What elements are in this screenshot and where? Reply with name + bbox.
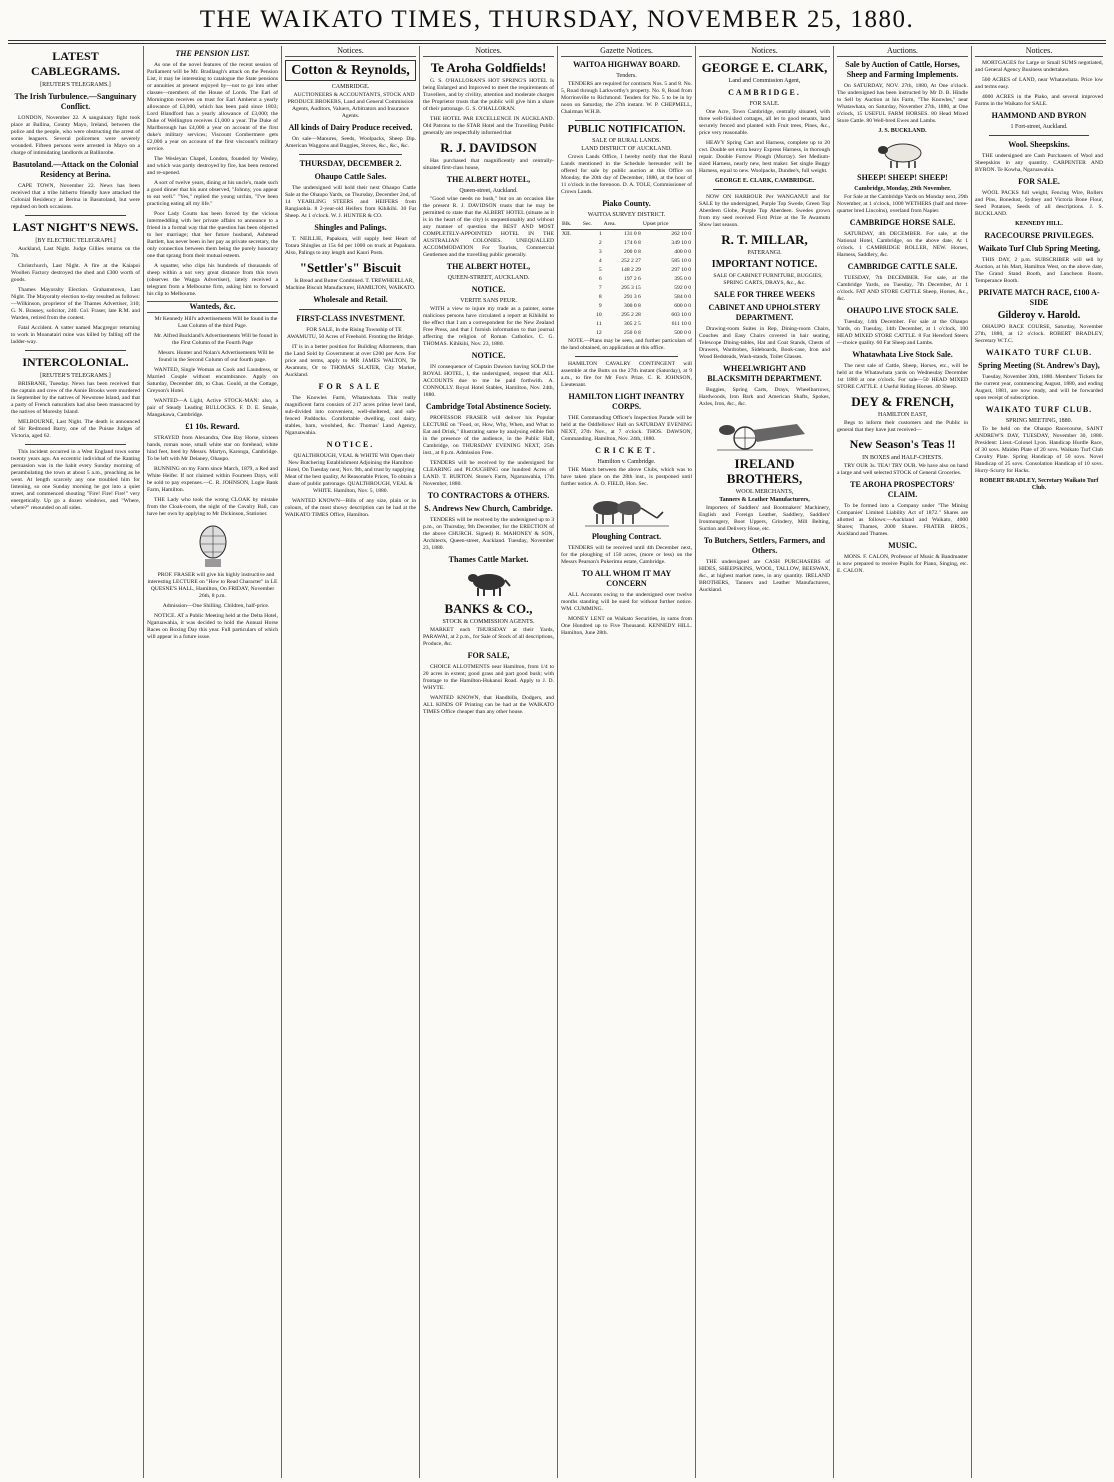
- subhead: Land and Commission Agent,: [728, 78, 801, 84]
- heading-banks-co: BANKS & CO.,: [444, 601, 533, 616]
- notice-text: MORTGAGES for Large or Small SUMS negotiated, and General Agency Business undertaken.: [975, 60, 1103, 73]
- notice-text: Tuesday, 14th December. For sale at the Ohaupo Yards, on Tuesday, 14th December, at 1 o'clock, 100 HEAD MIXED STORE CATTLE. 8 Fat Hereford Steers—choice quality. 60 Fat Sheep and Lambs.: [837, 319, 968, 346]
- subhead: Tenders.: [616, 73, 637, 79]
- table-cell: [561, 302, 582, 311]
- column-header: Auctions.: [837, 46, 968, 57]
- subhead: VERITE SANS PEUR.: [460, 298, 517, 304]
- separator: [25, 444, 126, 445]
- notice-text: THE undersigned are CASH PURCHASERS of HIDES, SHEEPSKINS, WOOL, TALLOW, BEESWAX, &c., at highest market rates, in any quantity. IRELAND BROTHERS, Tanners and Leather Manufacturers, Auckland.: [699, 559, 830, 593]
- table-cell: 3: [598, 249, 602, 255]
- table-cell: [561, 293, 582, 302]
- subhead: HAMILTON EAST,: [878, 412, 927, 418]
- table-cell: 200 0 8: [624, 249, 641, 255]
- notice-text: MONS. F. CALON, Professor of Music & Bandmaster is now prepared to receive Pupils for Piano, Singing, etc. E. CALON.: [837, 554, 968, 574]
- notice-heading: WAIKATO TURF CLUB.: [985, 405, 1093, 414]
- separator: [575, 356, 678, 357]
- notice-heading: FOR SALE,: [467, 651, 510, 660]
- heading-latest-cablegrams: LATEST CABLEGRAMS.: [30, 49, 120, 78]
- notice-text: SATURDAY, 4th DECEMBER. For sale, at the National Hotel, Cambridge, on the above date, At 1 o'clock. 1 CAMBRIDGE ROLLER, NEW. Horses, Harness, Saddlery, &c.: [837, 231, 968, 258]
- heading-settlers-biscuit: "Settler's" Biscuit: [299, 260, 402, 275]
- article-text: MELBOURNE, Last Night. The death is announced of Sir Redmond Barry, one of the Puisne Judges of Victoria, aged 62.: [11, 419, 140, 439]
- table-cell: 250 0 8: [624, 330, 641, 336]
- notice-heading: SHEEP! SHEEP! SHEEP!: [857, 173, 948, 182]
- heading-ireland-brothers: IRELAND BROTHERS,: [726, 456, 803, 486]
- table-cell: [561, 239, 582, 248]
- notice-text: Tuesday, November 30th, 1880. Members' Tickets for the current year, commencing August, 1880, and ending August, 1881, are now ready, and will be forwarded upon receipt of subscription.: [975, 374, 1103, 401]
- notice-text: Importers of Saddlers' and Bootmakers' Machinery, English and Foreign Leather, Saddlery, Saddlers' Ironmongery, Boot Uppers, Grindery, Mill Belting, Suction and Delivery Hose, etc.: [699, 505, 830, 532]
- notice-text: OHAUPO RACE COURSE, Saturday, November 27th, 1880, at 12 o'clock. ROBERT BRADLEY, Secretary W.T.C.: [975, 324, 1103, 344]
- notice-text: RUNNING on my Farm since March, 1879, a Red and White Heifer. If not claimed within Fourteen Days, will be sold to pay expenses.—C. R. JOHNSON, Logie Bank Farm, Hamilton.: [147, 466, 278, 493]
- subhead: Tanners & Leather Manufacturers,: [719, 497, 810, 503]
- notice-text: 4000 ACRES in the Piako, and several improved Farms in the Waikato for SALE.: [975, 94, 1103, 107]
- notice-text: TENDERS will be received by the undersigned up to 3 p.m., on Thursday, 9th December, for the ERECTION of the above CHURCH. Signed) R. MAHONEY & SON, Architects, Queen-street, Auckland. Tuesday, November 23, 1880.: [423, 517, 554, 551]
- notice-heading: WAITOA HIGHWAY BOARD.: [572, 60, 681, 69]
- notice-text: The Knowles Farm, Whatawhata. This really magnificent farm consists of 217 acres prime level land, sub-divided into convenient, well-sheltered, and sub-fenced Paddocks. Comfortable dwelling, cool dairy, stables, barn, woolshed, &c. Thomas' Land Agency, Ngaruawahia.: [285, 395, 416, 436]
- column-header: Notices.: [423, 46, 554, 57]
- table-cell: [561, 275, 582, 284]
- table-cell: [561, 257, 582, 266]
- table-cell: 291 3 6: [624, 294, 641, 300]
- subhead: STOCK & COMMISSION AGENTS.: [442, 619, 535, 625]
- notice-text: NOTE.—Plans may be seen, and further particulars of the land obtained, on application at this office.: [561, 338, 692, 351]
- heading-davidson: R. J. DAVIDSON: [440, 140, 537, 155]
- column-header: Notices.: [975, 46, 1103, 57]
- heading-cotton-reynolds: Cotton & Reynolds,: [285, 60, 416, 81]
- article-text: LONDON, November 22. A sanguinary fight took place at Ballina, County Mayo, Ireland, between the police and the people, who were obstructing the arrest of some leaguers. Several policemen were severely wounded. Fifteen persons were arrested in Mayo on a charge of intimidating landlords at Ballinrobe.: [11, 115, 140, 156]
- subhead: 1 Fort-street, Auckland.: [1010, 124, 1068, 130]
- notice-text: ALL Accounts owing to the undersigned over twelve months standing will be sued for without further notice. WM. CUMMING.: [561, 592, 692, 612]
- table-row: [561, 239, 692, 248]
- table-cell: 349 10 0: [671, 240, 691, 246]
- notice-text: TUESDAY, 7th DECEMBER. For sale, at the Cambridge Yards, on Tuesday, 7th December, At 1 o'clock. FAT AND STORE CATTLE Sheep, Horses, &c., &c.: [837, 275, 968, 302]
- subhead: Cambridge, Monday, 29th November.: [854, 186, 951, 192]
- table-row: [561, 284, 692, 293]
- notice-heading: PRIVATE MATCH RACE, £100 A-SIDE: [978, 288, 1100, 307]
- notice-text: FOR SALE, In the Rising Township of TE AWAMUTU, 50 Acres of Freehold. Fronting the Bridge.: [287, 327, 414, 340]
- heading-public-notification: PUBLIC NOTIFICATION.: [567, 124, 686, 135]
- column-notices-1: [281, 46, 419, 1478]
- notice-text: CHOICE ALLOTMENTS near Hamilton, from 1/4 to 20 acres in extent; good grass and part good bush; with frontage to the Hamilton-Hukanui Road. Apply to J. D. WHYTE.: [423, 664, 554, 691]
- notice-heading: Piako County.: [602, 199, 651, 208]
- article-heading: Basutoland.—Attack on the Colonial Residency at Berina.: [12, 160, 139, 179]
- table-row: [561, 275, 692, 284]
- heading-intercolonial: INTERCOLONIAL.: [22, 355, 129, 369]
- table-cell: 252 2 27: [621, 258, 641, 264]
- subhead: WAITOA SURVEY DISTRICT.: [587, 212, 666, 218]
- notice-heading: THE ALBERT HOTEL,: [446, 262, 531, 271]
- notice-text: THE Commanding Officer's Inspection Parade will be held at the Oddfellows' Hall on SATURDAY EVENING NEXT, 27th Nov., at 7 o'clock. THOS. DAWSON, Commanding. Hamilton, Nov. 24th, 1880.: [561, 415, 692, 442]
- subhead: SPRING MEETING, 1880.: [1005, 418, 1073, 424]
- subhead: SALE OF RURAL LANDS.: [592, 138, 661, 144]
- notice-heading: All kinds of Dairy Produce received.: [288, 123, 413, 132]
- column-latest-cablegrams: [8, 46, 143, 1478]
- table-cell: 5: [598, 267, 602, 273]
- notice-text: HAMILTON CAVALRY CONTINGENT will assemble at the Butts on the 27th instant (Saturday), at 9 a.m., to fire for Mr Fox's Prize. C. R. JOHNSON, Lieutenant.: [561, 361, 692, 388]
- notice-text: THE HOTEL PAR EXCELLENCE IN AUCKLAND. Old Patrons to the STAR Hotel and the Travelling Public generally are respectfully informed that: [423, 116, 554, 136]
- table-cell: 8: [598, 294, 602, 300]
- table-cell: 7: [598, 285, 602, 291]
- subhead: [BY ELECTRIC TELEGRAPH.]: [35, 238, 116, 244]
- table-header-cell: Blk.: [561, 220, 582, 230]
- notice-heading: NOTICE.: [326, 440, 375, 449]
- column-header: Notices.: [285, 46, 416, 57]
- notice-text: Has purchased that magnificently and centrally-situated first-class house,: [423, 158, 554, 171]
- notice-text: TENDERS will be received until 4th December next, for the ploughing of 150 acres, (more or less) on the Messrs Pearson's Pukerimu estate, Cambridge.: [561, 545, 692, 565]
- masthead: THE WAIKATO TIMES, THURSDAY, NOVEMBER 25, 1880.: [199, 6, 915, 33]
- lecture-notice: PROF. FRASER will give his highly instructive and interesting LECTURE on "How to Read Character" in LE QUESNE'S HALL, Hamilton, On FRIDAY, November 26th, 8 p.m.: [147, 572, 278, 599]
- notice-heading: FOR SALE.: [1018, 177, 1060, 186]
- bull-illustration: [464, 569, 514, 597]
- table-cell: 592 0 0: [674, 285, 691, 291]
- notice-heading: HAMILTON LIGHT INFANTRY CORPS.: [568, 392, 685, 411]
- table-row: [561, 248, 692, 257]
- notice-text: Mr. Alfred Buckland's Advertisements Will be found in the First Column of the Fourth Page: [154, 333, 278, 346]
- notice-text: 500 ACRES of LAND, near Whatawhata. Price low and terms easy.: [975, 77, 1103, 90]
- notice-text: PROFESSOR FRASER will deliver his Popular LECTURE on "Food, or, How, Why, When, and What to Eat and Drink," illustrating same by analysing edible fish in the presence of the audience, in the Public Hall, Cambridge, on THURSDAY EVENING NEXT, 25th inst., at 8 p.m. Admission Free.: [423, 415, 554, 456]
- masthead-rule-2: [8, 43, 1106, 44]
- notice-heading: Wool. Sheepskins.: [1008, 140, 1070, 149]
- subhead: LAND DISTRICT OF AUCKLAND.: [581, 146, 672, 152]
- article-text: CAPE TOWN, November 22. News has been received that a tribe hitherto friendly have attacked the Colonial Residency at Berina in Basutoland, but were repulsed on both occasions.: [11, 183, 140, 210]
- article-text: Christchurch, Last Night. A fire at the Kaiapoi Woollen Factory destroyed the shed and £300 worth of goods.: [11, 263, 140, 283]
- table-cell: 600 0 0: [674, 303, 691, 309]
- column-auctions: [833, 46, 971, 1478]
- notice-heading: IMPORTANT NOTICE.: [711, 259, 818, 270]
- separator: [989, 135, 1089, 136]
- land-schedule-table: [561, 220, 692, 338]
- notice-heading: Sale by Auction of Cattle, Horses, Sheep and Farming Implements.: [845, 60, 960, 79]
- notice-text: MARKET each THURSDAY at their Yards, PARAWAI, at 2 p.m., for Sale of Stock of all descriptions, Produce, &c.: [423, 627, 554, 647]
- subhead: QUEEN-STREET, AUCKLAND.: [447, 275, 530, 281]
- notice-text: WITH a view to injure my trade as a painter, some malicious persons have circulated a report at Kihikihi to the effect that I am a correspondent for the New Zealand Free Press, and that I furnish information to that journal affecting the religion of Roman Catholics. C. G. THOMAS. Kihikihi, Nov. 23, 1880.: [423, 306, 554, 347]
- table-header-cell: Upset price: [642, 220, 692, 230]
- notice-heading: FIRST-CLASS INVESTMENT.: [296, 314, 405, 323]
- column-notices-2: [419, 46, 557, 1478]
- heading-george-clark: GEORGE E. CLARK,: [701, 60, 828, 75]
- notice-text: NOW ON HARBOUR Per WANGANUI and for SALE by the undersigned, Purple Top Swede, Green Top Aberdeen Globe, Purple Top Aberdeen. Swedes grown from my seed received First Prize at the Te Awamutu Show last season.: [699, 194, 830, 228]
- subhead: Hamilton v. Cambridge.: [597, 459, 656, 465]
- table-cell: 300 0 8: [624, 303, 641, 309]
- notice-text: QUALTHROUGH, VEAL & WHITE Will Open their New Butchering Establishment Adjoining the Hamilton Hotel, On Tuesday next, Nov. 9th, and trust by supplying Meat of the best quality, At Reasonable Prices, To obtain a share of public patronage. QUALTHROUGH, VEAL & WHITE. Hamilton, Nov. 5, 1880.: [285, 453, 416, 494]
- notice-heading: HAMMOND AND BYRON: [991, 111, 1087, 120]
- table-cell: 603 10 0: [671, 312, 691, 318]
- table-cell: 611 10 0: [671, 321, 691, 327]
- notice-heading: NOTICE.: [471, 351, 506, 360]
- phrenology-head-illustration: [194, 522, 232, 568]
- signature: GEORGE E. CLARK, CAMBRIDGE.: [714, 178, 814, 184]
- notice-heading: THE ALBERT HOTEL,: [446, 175, 531, 184]
- notice-text: WANTED—A Light, Active STOCK-MAN: also, a pair of Steady Leading BULLOCKS. F. D. E. Smale, Mangakawa, Cambridge.: [147, 398, 278, 418]
- notice-heading: TE AROHA PROSPECTORS' CLAIM.: [850, 480, 955, 499]
- article-text: This incident occurred in a West England town some twenty years ago. An eccentric individual of the Ranting persuasion was in the habit every Sunday morning of perambulating the town at about 5 a.m., preaching as he went. At length scarcely any one troubled him for listening, so one Sunday morning he got into a quiet street, and commenced shouting "Fire! Fire! Fire!" very energetically. Up go a dozen windows, and "Where, where?" resounded on all sides.: [11, 449, 140, 511]
- article-text: A squatter, who clips his hundreds of thousands of sheep within a not very great distance from this town (observes the Wagga Advertiser), lately received a telegram from a Melbourne firm, asking him to forward his clip to Melbourne.: [147, 263, 278, 297]
- table-cell: 297 10 0: [671, 267, 691, 273]
- table-header-cell: Sec.: [582, 220, 603, 230]
- notice-text: SALE OF CABINET FURNITURE, BUGGIES, SPRING CARTS, DRAYS, &c., &c.: [713, 273, 823, 286]
- notice-text: IT is in a better position for Building Allotments, than the Land Sold by Government at over £200 per Acre. For price and terms, apply to MR JAMES WALTON, Te Awamutu, Or to THOMAS SLATER, City Market, Auckland.: [285, 344, 416, 378]
- notice-text: THIS DAY, 2 p.m. SUBSCRIBER will sell by Auction, at his Mart, Hamilton West, on the above date, The Grand Stand Booth, and Luncheon Room. Temperance Booth.: [975, 257, 1103, 284]
- notice-heading: Waikato Turf Club Spring Meeting,: [977, 244, 1101, 253]
- subhead: IN BOXES and HALF-CHESTS.: [862, 455, 943, 461]
- subhead: [REUTER'S TELEGRAMS.]: [40, 82, 111, 88]
- notice-text: STRAYED from Alexandra, One Bay Horse, sixteen hands, roman nose, small white star on forehead, white hind feet, bred by Messrs. Martyn, Karonga, Cambridge. To be left with Mr Delaney, Ohaupo.: [147, 435, 278, 462]
- subhead: [REUTER'S TELEGRAMS.]: [40, 373, 111, 379]
- notice-heading: OHAUPO LIVE STOCK SALE.: [846, 306, 959, 315]
- notice-text: THE undersigned are Cash Purchasers of Wool and Sheepskins in any quantity. CARPENTER AND BYRON. Te Kowha, Ngaruawahia.: [975, 153, 1103, 173]
- column-notices-4: [971, 46, 1106, 1478]
- notice-heading: WHEELWRIGHT AND BLACKSMITH DEPARTMENT.: [707, 364, 822, 383]
- table-cell: 1: [598, 231, 602, 237]
- signature: KENNEDY HILL.: [1015, 221, 1063, 227]
- ploughing-illustration: [585, 492, 669, 528]
- article-text: Thames Mayoralty Election. Grahamstown, Last Night. The Mayoralty election to-day resulted as follows:—Wilkinson, proprietor of the Thames Advertiser, 310; G. N. Brassey, solicitor, 240. Col. Fraser, late R.M. and Warden, retired from the contest.: [11, 287, 140, 321]
- notice-heading: Ohaupo Cattle Sales.: [314, 172, 387, 181]
- notice-text: WANTED KNOWN, that Handbills, Dodgers, and ALL KINDS OF Printing can be had at the WAIKATO TIMES Office cheaper than any other house.: [423, 695, 554, 715]
- notice-heading: TO CONTRACTORS & OTHERS.: [427, 491, 550, 500]
- notice-text: TRY OUR 3s. TEA! TRY OUR. We have also on hand a large and well selected STOCK of General Groceries.: [837, 463, 968, 476]
- heading-pension-list: THE PENSION LIST.: [175, 49, 250, 58]
- separator: [25, 215, 126, 216]
- table-cell: [561, 320, 582, 329]
- notice-text: One Acre, Town Cambridge, centrally situated, with three well-finished cottages, all let to good tenants, land securely fenced and planted with Fruit trees, Pines, &c., price very reasonable.: [699, 109, 830, 136]
- notice-heading: Wholesale and Retail.: [313, 295, 388, 304]
- notice-text: WANTED, Single Woman as Cook and Laundress, or Married Couple without encumbrance. Apply on Saturday, December 4th, to Chas. Gould, at the Cottage, Greyson's Hotel.: [147, 367, 278, 394]
- table-cell: [561, 284, 582, 293]
- table-cell: 2: [598, 240, 602, 246]
- notice-text: IN consequence of Captain Dawson having SOLD the ROYAL HOTEL, I, the undersigned, request that ALL ACCOUNTS due to me be paid forthwith. A. CONNOLLY. Royal Hotel Stables, Hamilton, Nov. 24th, 1880.: [423, 364, 554, 398]
- table-cell: 395 0 0: [674, 276, 691, 282]
- heading-new-season-teas: New Season's Teas !!: [849, 437, 956, 451]
- notice-heading: SALE FOR THREE WEEKS: [714, 290, 815, 299]
- notice-text: On SATURDAY, NOV. 27th, 1880, At One o'clock. The undersigned has been instructed by Mr D. B. Hindle to Sell by Auction at his Farm, "The Knowles," near Whatawhata, on Saturday, November 27th, 1880, at One o'clock, 15 USEFUL FARM HORSES. 80 Head Mixed Store Cattle. 80 Well-bred Ewes and Lambs.: [837, 83, 968, 124]
- table-cell: [561, 329, 582, 338]
- subhead: CAMBRIDGE.: [728, 88, 801, 97]
- notice-heading: FOR SALE: [318, 382, 383, 391]
- notice-text: Buggies, Spring Carts, Drays, Wheelbarrows, Hardwoods, Iron Bark and American Shafts, Spokes, Axles, Iron, &c., &c.: [699, 387, 830, 407]
- table-cell: [561, 266, 582, 275]
- table-cell: [561, 248, 582, 257]
- column-pension-list: [143, 46, 281, 1478]
- notice-heading: Ploughing Contract.: [591, 532, 662, 541]
- column-notices-3: [695, 46, 833, 1478]
- column-gazette-notices: [557, 46, 695, 1478]
- separator: [25, 350, 126, 351]
- notice-heading: Cambridge Total Abstinence Society.: [425, 402, 552, 411]
- notice-text: AUCTIONEERS & ACCOUNTANTS, STOCK AND PRODUCE BROKERS, Land and General Commission Agents, Auditors, Valuers, Arbitrators and Insurance Agents.: [287, 92, 415, 119]
- subhead: WOOL MERCHANTS,: [735, 489, 794, 495]
- table-header-cell: Area.: [603, 220, 642, 230]
- table-row: [561, 266, 692, 275]
- notice-text: The undersigned will hold their next Ohaupo Cattle Sale at the Ohaupo Yards, on Thursday, December 2nd, of 14 YEARLING STEERS and HEIFERS from Rangiaohia. 8 2-year-old Heifers from Kihikihi. 30 Fat Sheep. At 1 o'clock. W. J. HUNTER & CO.: [285, 185, 416, 219]
- notice-heading: To Butchers, Settlers, Farmers, and Others.: [703, 536, 826, 555]
- heading-te-aroha-goldfields: Te Aroha Goldfields!: [430, 60, 547, 75]
- notice-text: WANTED KNOWN—Bills of any size, plain or in colours, of the most showy description can be had at the WAIKATO TIMES Office, Hamilton.: [285, 498, 416, 518]
- article-text: As one of the novel features of the recent session of Parliament will be Mr. Bradlaugh's attack on the Pension List, it may be interesting to catalogue the State pensions or annuities at present enjoyed by—not to go into other classes—members of the House of Lords. The Earl of Mornington receives on trust for Earl Amherst a yearly allowance of £3,000, which has been paid since 1803; Lord Blandford has a yearly allowance of £3,000; the Duke of Wellington receives £1,000 a year. The Duke of Marlborough has £4,000 a year on account of the first duke's military services; Viscount Combermere gets £2,000 a year on account of the first viscount's military service.: [147, 62, 278, 152]
- table-header-row: [561, 220, 692, 230]
- article-text: BRISBANE, Tuesday. News has been received that the captain and crew of the Annie Brooks were murdered in September by the natives of Newstone Island, and that a party of French naturalists had also been massacred by the natives of Moresby Island.: [11, 381, 140, 415]
- notice-heading: CAMBRIDGE CATTLE SALE.: [847, 262, 958, 271]
- separator: [575, 120, 678, 121]
- table-cell: 11: [596, 321, 602, 327]
- notice-text: TENDERS will be received by the undersigned for CLEARING and PLOUGHING one hundred Acres of LAND. T. BURTON. Stone's Farm, Ngaruawahia, 17th November, 1880.: [423, 460, 554, 487]
- table-cell: 400 0 0: [674, 249, 691, 255]
- heading-last-nights-news: LAST NIGHT'S NEWS.: [12, 220, 139, 234]
- separator: [713, 189, 816, 190]
- table-row: [561, 329, 692, 338]
- notice-text: Messrs. Hunter and Nolan's Advertisements Will be found in the Second Column of our fourth page.: [158, 350, 274, 363]
- article-heading: The Irish Turbulence.—Sanguinary Conflict.: [14, 92, 137, 111]
- heading-millar: R. T. MILLAR,: [721, 232, 808, 247]
- notice-heading: CAMBRIDGE HORSE SALE.: [849, 218, 956, 227]
- table-cell: 9: [598, 303, 602, 309]
- table-cell: 148 2 29: [621, 267, 641, 273]
- notice-heading: THURSDAY, DECEMBER 2.: [299, 159, 402, 168]
- notice-heading: Whatawhata Live Stock Sale.: [852, 350, 953, 359]
- notice-text: To be formed into a Company under "The Mining Companies' Limited Liability Act of 1872." Shares are allotted as follows:—Auckland and Waikato, 4000 Shares; Thames, 2000 Shares. FRATER BROS., Auckland and Thames.: [837, 503, 968, 537]
- notice-text: To be held on the Ohaupo Racecourse, SAINT ANDREW'S DAY, TUESDAY, November 30, 1880. President: Lieut.-Colonel Lyon. Handicap Hurdle Race, of 30 sovs. Maiden Plate of 20 sovs. Waikato Turf Club Cavalry Plate. Spring Handicap of 50 sovs. Novel Handicap of 25 sovs. Consolation Handicap of 10 sovs. Hurry-Scurry for Hacks.: [975, 426, 1103, 474]
- notice-text: For Sale at the Cambridge Yards on Monday next, 29th November, at 1 o'clock, 1000 WETHERS (half and three-quarter bred Lincolns), overland from Napier.: [837, 194, 968, 214]
- notice-text: The next sale of Cattle, Sheep, Horses, etc., will be held at the Whatawhata yards on Wednesday December 1st 1880 at one o'clock. For sale—50 HEAD MIXED STORE CATTLE. 4 Useful Riding Horses. 40 Sheep.: [837, 363, 968, 390]
- table-row: [561, 302, 692, 311]
- table-row: [561, 230, 692, 240]
- notice-text: Begs to inform their customers and the Public in general that they have just received—: [837, 420, 968, 433]
- notice-heading: CABINET AND UPHOLSTERY DEPARTMENT.: [708, 303, 821, 322]
- notice-text: MONEY LENT on Waikato Securities, in sums from One Hundred up to Five Thousand. KENNEDY HILL. Hamilton, June 28th.: [561, 616, 692, 636]
- masthead-rule: [8, 40, 1106, 41]
- table-cell: 500 0 0: [674, 330, 691, 336]
- notice-text: THE Lady who took the wrong CLOAK by mistake from the Cloak-room, the night of the Cavalry Ball, can have her own by applying to Mr Dickinson, Stationer.: [147, 497, 278, 517]
- table-cell: 262 10 0: [671, 231, 691, 237]
- notice-text: TENDERS are required for contracts Nos. 5 and 8. No. 5, Road through Larkworthy's property. No. 8, Road from Morrinsville to Richmond. Tenders for No. 5 to be in by noon on Saturday, the 27th instant. W. P. CHEPMELL, Chairman W.H.B.: [561, 81, 692, 115]
- table-cell: 4: [598, 258, 602, 264]
- subhead: Queen-street, Auckland.: [459, 188, 518, 194]
- notice-text: Crown Lands Office, I hereby notify that the Rural Lands mentioned in the Schedule hereunder will be offered for sale by public auction at this Office on Monday, the 20th day of December, 1880, at the hour of 11 o'clock in the forenoon. D. A. TOLE, Commissioner of Crown Lands.: [561, 154, 692, 195]
- notice-heading: WAIKATO TURF CLUB.: [985, 348, 1093, 357]
- notice-text: HEAVY Spring Cart and Harness, complete up to 20 cwt. Double set extra heavy Express Harness, in thorough repair. Double Furrow Plough (Murray). Set Medium-sized Harness, nearly new, best maker. Set single Buggy Harness, equal to new. Woolpacks, Dundee's, full weight.: [699, 140, 830, 174]
- heading-reward: £1 10s. Reward.: [185, 422, 240, 431]
- article-text: A sort of twelve years, dining at his uncle's, made such a good dinner that his aunt observed, "Johnny, you appear to eat well." "Yes," replied the young urchin, "I've been practicing eating all my life.": [147, 180, 278, 207]
- table-cell: 305 2 5: [624, 321, 641, 327]
- table-cell: 131 0 8: [624, 231, 641, 237]
- subhead: FOR SALE.: [749, 101, 780, 107]
- table-row: [561, 311, 692, 320]
- signature: J. S. BUCKLAND.: [878, 128, 927, 134]
- notice-text: Drawing-room Suites in Rep, Dining-room Chairs, Couches and Easy Chairs covered in hair seating, Telescope Dining-tables, Hat and Coat Stands, Chests of Drawers, Wardrobes, Sideboards, Book-case, Iron and Wood Bedsteads, Wash-stands, Toilet Glasses.: [699, 326, 830, 360]
- heading-wanteds: Wanteds, &c.: [147, 301, 278, 313]
- notice-text: G. S. O'HALLORAN'S HOT SPRING'S HOTEL Is being Enlarged and Improved to meet the requirements of Travellers, and by civility, attention and moderate charges the Proprietor trusts that the public will give him a share of their patronage. G. S. O'HALLORAN.: [423, 78, 554, 112]
- heading-dey-french: DEY & FRENCH,: [851, 394, 954, 409]
- notice-text: "Good wine needs no bush," but on an occasion like the present R. J. DAVIDSON trusts that he may be permitted to state that the ALBERT HOTEL (situate as it is in the heart of the city) is unquestionably and without any manner of question the BEST AND MOST COMPLETELY-APPOINTED HOTEL IN THE AUSTRALIAN COLONIES. UNEQUALLED ACCOMMODATION For Tourists, Commercial Gentlemen and the travelling public generally.: [423, 196, 554, 258]
- table-cell: 6: [598, 276, 602, 282]
- column-header: Notices.: [699, 46, 830, 57]
- notice-heading: Spring Meeting (St. Andrew's Day),: [978, 361, 1100, 370]
- table-row: [561, 320, 692, 329]
- notice-heading: MUSIC.: [888, 541, 917, 550]
- notice-text: NOTICE. AT a Public Meeting held at the Delta Hotel, Ngaruawahia, it was decided to hold the Annual Horse Races on Boxing Day this year. Full particulars of which will appear in a future issue.: [147, 613, 278, 640]
- separator: [299, 309, 402, 310]
- sheep-illustration: [875, 139, 931, 169]
- table-cell: 10: [596, 312, 602, 318]
- notice-text: Mr Kennedy Hill's advertisements Will be found in the Last Column of the third Page.: [154, 316, 278, 329]
- notice-heading: CRICKET.: [595, 446, 658, 455]
- notice-text: WOOL PACKS full weight, Fencing Wire, Rollers and Pins, Bonedust, Sydney and Victoria Bone Flour, Seed Potatoes, Seeds of all descriptions. J. S. BUCKLAND.: [975, 190, 1103, 217]
- notice-heading: RACECOURSE PRIVILEGES.: [984, 231, 1094, 240]
- table-cell: 585 10 0: [671, 258, 691, 264]
- notice-heading: Gilderoy v. Harold.: [997, 310, 1081, 321]
- notice-heading: Shingles and Palings.: [314, 223, 387, 232]
- column-header: Gazette Notices.: [561, 46, 692, 57]
- article-text: Auckland, Last Night. Judge Gillies returns on the 7th.: [11, 246, 140, 259]
- notice-text: Is Bread and Butter Combined. T. TREWHEELLAR, Machine Biscuit Manufacturer, HAMILTON, WAIKATO.: [285, 278, 416, 291]
- table-cell: 174 0 8: [624, 240, 641, 246]
- table-row: [561, 257, 692, 266]
- table-cell: 295 2 28: [621, 312, 641, 318]
- article-text: Fatal Accident. A vatter named Macgregor returning to work in Moanatairi mine was killed by falling off the ladder-way.: [11, 325, 140, 345]
- notice-text: THE Match between the above Clubs, which was to have taken place on the 28th inst., is postponed until further notice. A. O. FIELD, Hon. Sec.: [561, 467, 692, 487]
- table-cell: [561, 311, 582, 320]
- table-cell: 12: [596, 330, 602, 336]
- reaper-machine-illustration: [717, 412, 813, 452]
- notice-heading: Thames Cattle Market.: [448, 555, 529, 564]
- notice-heading: S. Andrews New Church, Cambridge.: [424, 504, 553, 513]
- notice-text: T. NEILLIE, Papakura, will supply best Heart of Totara Shingles at 15s 6d per 1000 on truck at Papakura. Also, Palings to any length and Kauri Posts.: [285, 236, 416, 256]
- table-row: [561, 293, 692, 302]
- notice-heading: NOTICE.: [471, 285, 506, 294]
- separator: [299, 154, 402, 155]
- article-text: Poor Lady Coutts has been forced by the vicious intermeddling with her private affairs to announce to a friend in a formal way that the question has been objected to her marriage; that her future husband, Ashmead Bartlett, has never been in her pay as private secretary, the only connection between them being the purely honorary one that sprang from their mutual esteem.: [147, 211, 278, 259]
- article-text: The Wesleyan Chapel, London, founded by Wesley, and which was partly destroyed by fire, has been restored and re-opened.: [147, 156, 278, 176]
- signature: ROBERT BRADLEY, Secretary Waikato Turf Club.: [979, 478, 1099, 491]
- notice-heading: TO ALL WHOM IT MAY CONCERN: [581, 569, 672, 588]
- table-cell: 584 0 0: [674, 294, 691, 300]
- subhead: CAMBRIDGE.: [331, 84, 370, 90]
- table-cell: 197 2 6: [624, 276, 641, 282]
- notice-text: Admission—One Shilling. Children, half-price.: [162, 603, 270, 609]
- table-cell: XII.: [562, 231, 572, 237]
- subhead: PATERANGI.: [747, 250, 782, 256]
- table-cell: 295 3 15: [621, 285, 641, 291]
- notice-text: On sale—Manures, Seeds, Woolpacks, Sheep Dip. American Waggons and Buggies, Stoves, &c., &c., &c.: [285, 136, 416, 149]
